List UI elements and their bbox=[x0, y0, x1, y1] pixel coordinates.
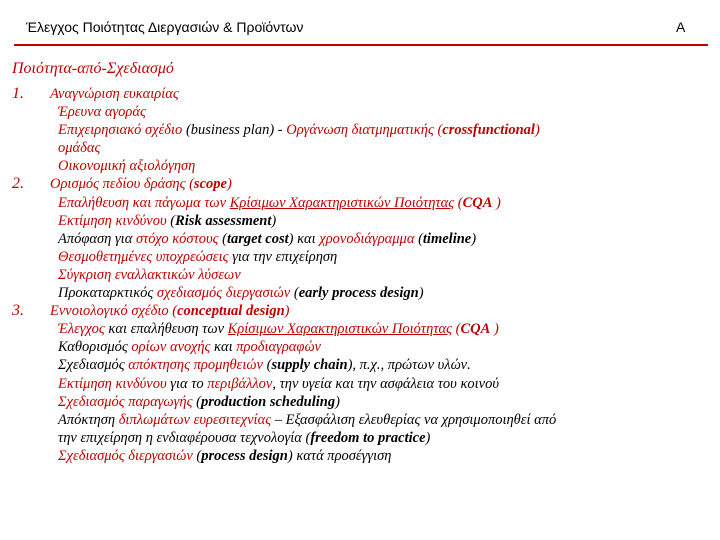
item-text: Σχεδιασμός παραγωγής bbox=[58, 393, 193, 410]
item-text: Οικονομική αξιολόγηση bbox=[58, 158, 196, 175]
item-text: Προκαταρκτικός bbox=[58, 285, 157, 302]
item-text: Σχεδιασμός bbox=[58, 357, 129, 374]
item-text: ) bbox=[335, 393, 340, 410]
slide-header bbox=[0, 0, 720, 44]
item-text: production scheduling bbox=[200, 393, 336, 410]
list-item bbox=[50, 320, 712, 338]
item-text: ) bbox=[418, 285, 424, 302]
item-text: ( bbox=[182, 122, 191, 139]
item-text: ) bbox=[492, 194, 501, 211]
section-number: 1. bbox=[12, 85, 24, 102]
item-text: Καθορισμός bbox=[58, 339, 132, 356]
item-text: ( bbox=[452, 321, 461, 338]
list-item-continuation bbox=[50, 139, 712, 157]
list-item bbox=[50, 248, 712, 266]
item-text: target cost bbox=[227, 230, 289, 247]
header-title: Έλεγχος Ποιότητας Διεργασιών & Προϊόντων bbox=[26, 19, 304, 35]
item-text: Έρευνα αγοράς bbox=[58, 104, 146, 121]
item-text: σχεδιασμός διεργασιών bbox=[156, 285, 291, 302]
item-text: CQA bbox=[460, 321, 491, 338]
item-text: ( bbox=[166, 212, 176, 229]
item-text: ( bbox=[414, 230, 423, 247]
item-text: Κρίσιμων Χαρακτηριστικών Ποιότητας bbox=[229, 194, 455, 211]
header-letter: Α bbox=[676, 19, 686, 35]
item-text: περιβάλλον bbox=[207, 375, 273, 392]
section-title-text: conceptual design bbox=[177, 303, 285, 320]
item-text: Επιχειρησιακό σχέδιο bbox=[58, 122, 183, 139]
section-1 bbox=[12, 85, 712, 175]
item-text: early process design bbox=[298, 285, 419, 302]
item-text: για το bbox=[166, 375, 208, 392]
item-text: ) bbox=[425, 429, 431, 446]
item-text: Επαλήθευση και πάγωμα των bbox=[58, 194, 230, 211]
item-text: ( bbox=[218, 230, 228, 247]
item-text: timeline bbox=[422, 230, 472, 247]
list-item bbox=[50, 230, 712, 248]
item-text: freedom to practice bbox=[310, 429, 426, 446]
item-text: Εκτίμηση κινδύνου bbox=[58, 212, 167, 229]
item-text: ) και bbox=[288, 230, 320, 247]
item-text: προδιαγραφών bbox=[236, 339, 321, 356]
item-text: απόκτησης προμηθειών bbox=[128, 357, 263, 374]
section-title-text: Αναγνώριση ευκαιρίας bbox=[50, 86, 179, 102]
item-text: ) bbox=[534, 122, 540, 139]
item-text: ) κατά προσέγγιση bbox=[287, 447, 392, 464]
section-title bbox=[50, 302, 712, 320]
item-text: ομάδας bbox=[58, 140, 101, 157]
item-text: Απόφαση για bbox=[58, 230, 136, 247]
list-item bbox=[50, 393, 712, 411]
item-text: και επαλήθευση των bbox=[104, 321, 228, 338]
item-text: για την επιχείρηση bbox=[228, 248, 338, 265]
item-text: crossfunctional bbox=[442, 122, 535, 139]
item-text: Σύγκριση εναλλακτικών λύσεων bbox=[58, 266, 241, 283]
list-item bbox=[50, 266, 712, 284]
item-text: Απόκτηση bbox=[58, 411, 119, 428]
item-text: χρονοδιάγραμμα bbox=[319, 230, 415, 247]
item-text: και bbox=[210, 339, 237, 356]
item-text: ( bbox=[192, 447, 202, 464]
section-title-text: Ορισμός πεδίου δράσης ( bbox=[50, 176, 194, 193]
section-title-text: Εννοιολογικό σχέδιο ( bbox=[50, 303, 178, 320]
item-text: – Εξασφάλιση ελευθερίας να χρησιμοποιηθεί από bbox=[271, 411, 557, 428]
item-text: , την υγεία και την ασφάλεια του κοινού bbox=[272, 375, 500, 392]
item-text: ( bbox=[454, 194, 463, 211]
item-text: Έλεγχος bbox=[58, 321, 105, 338]
list-item bbox=[50, 157, 712, 175]
item-text: ) - bbox=[269, 122, 287, 139]
slide-heading: Ποιότητα-από-Σχεδιασμό bbox=[12, 60, 174, 77]
item-text: ( bbox=[262, 357, 272, 374]
section-number: 2. bbox=[12, 175, 24, 193]
item-text: ( bbox=[290, 285, 299, 302]
list-item bbox=[50, 338, 712, 356]
item-text: Κρίσιμων Χαρακτηριστικών Ποιότητας bbox=[227, 321, 453, 338]
list-item bbox=[50, 212, 712, 230]
section-title-text: scope bbox=[193, 176, 227, 193]
item-text: στόχο κόστους bbox=[135, 230, 219, 247]
item-text: ( bbox=[192, 393, 201, 410]
item-text: ), π.χ., πρώτων υλών. bbox=[347, 357, 471, 374]
list-item bbox=[50, 447, 712, 465]
item-text: CQA bbox=[462, 194, 493, 211]
item-text: ) bbox=[490, 321, 499, 338]
section-title-text: ) bbox=[284, 303, 290, 320]
section-title bbox=[50, 85, 712, 103]
item-text: business plan bbox=[190, 122, 270, 139]
list-item bbox=[50, 356, 712, 374]
item-text: Εκτίμηση κινδύνου bbox=[58, 375, 167, 392]
item-text: την επιχείρηση η ενδιαφέρουσα τεχνολογία ( bbox=[58, 429, 311, 446]
section-number: 3. bbox=[12, 302, 24, 320]
list-item bbox=[50, 284, 712, 302]
item-text: ) bbox=[471, 230, 477, 247]
list-item bbox=[50, 121, 712, 139]
list-item bbox=[50, 375, 712, 393]
header-divider bbox=[14, 44, 708, 46]
list-item bbox=[50, 411, 712, 429]
item-text: ) bbox=[271, 212, 277, 229]
item-text: διπλωμάτων ευρεσιτεχνίας bbox=[118, 411, 272, 428]
section-title bbox=[50, 175, 712, 193]
item-text: supply chain bbox=[271, 357, 348, 374]
item-text: process design bbox=[201, 447, 288, 464]
section-3 bbox=[12, 302, 712, 465]
list-item bbox=[50, 103, 712, 121]
section-2 bbox=[12, 175, 712, 302]
item-text: Οργάνωση διατμηματικής ( bbox=[286, 122, 443, 139]
item-text: Θεσμοθετημένες υποχρεώσεις bbox=[58, 248, 229, 265]
list-item-continuation bbox=[50, 429, 712, 447]
section-title-text: ) bbox=[226, 176, 232, 193]
slide-content bbox=[12, 60, 712, 465]
item-text: ορίων ανοχής bbox=[131, 339, 211, 356]
item-text: Σχεδιασμός διεργασιών bbox=[58, 447, 193, 464]
list-item bbox=[50, 194, 712, 212]
item-text: Risk assessment bbox=[175, 212, 272, 229]
